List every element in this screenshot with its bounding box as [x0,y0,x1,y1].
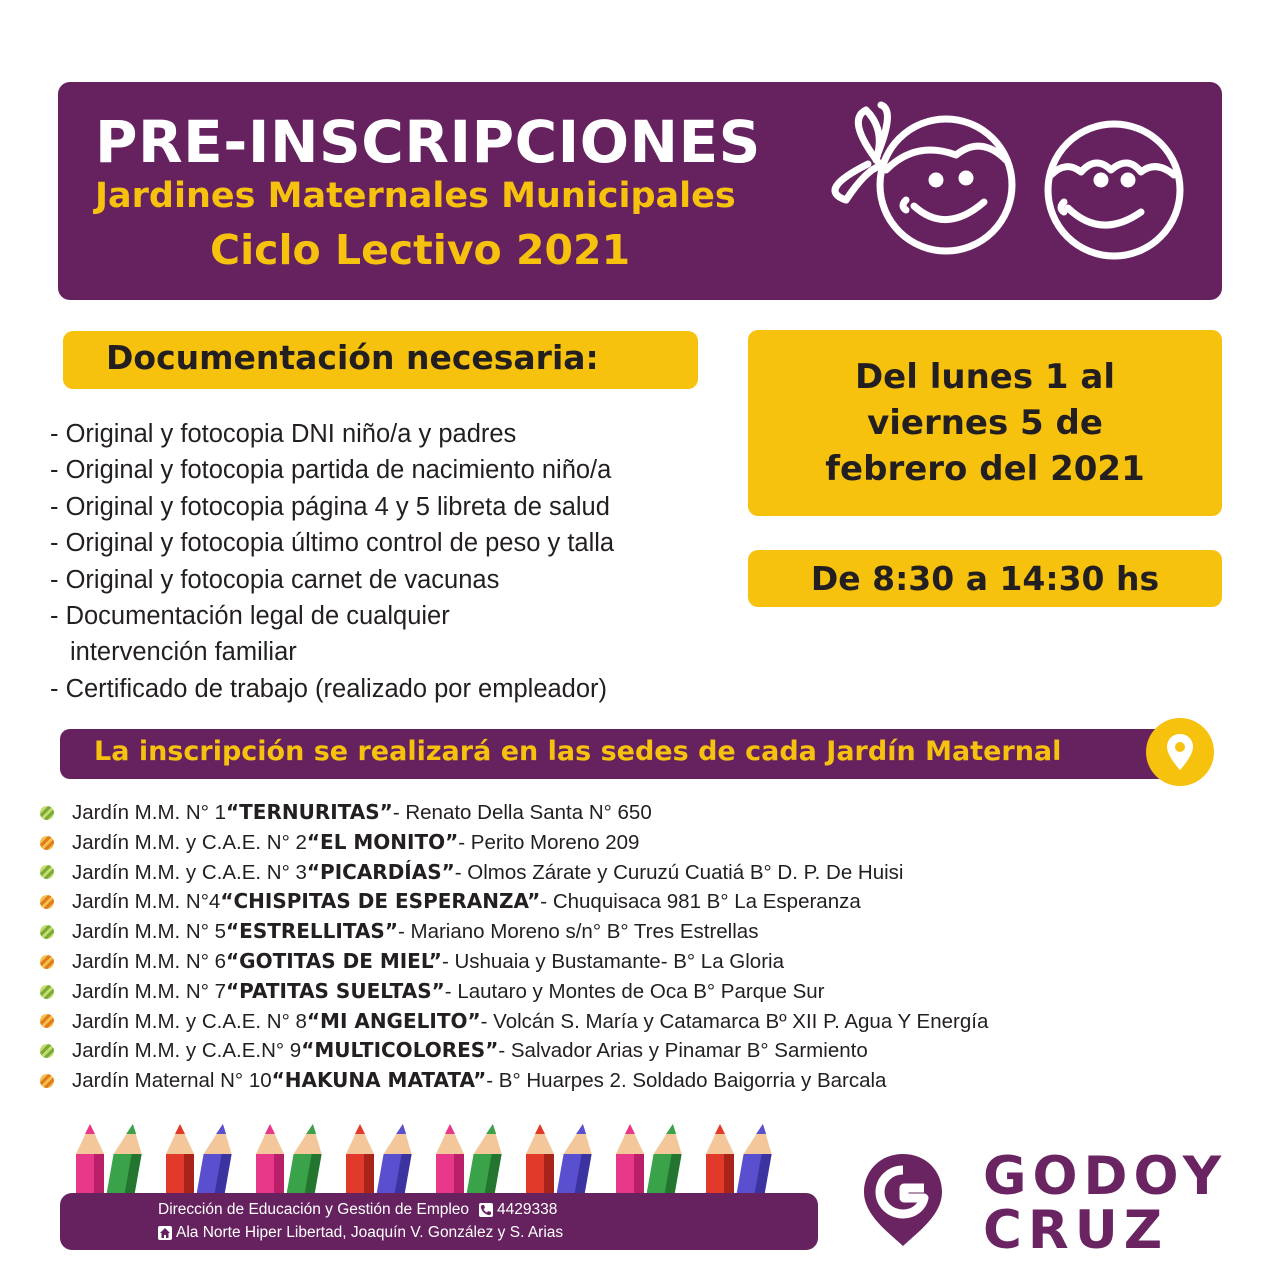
bullet-icon [40,865,54,879]
pencil [375,1124,417,1202]
list-item: - Original y fotocopia partida de nacimiento niño/a [50,456,612,485]
inscription-text: La inscripción se realizará en las sedes de cada Jardín Maternal [94,736,1062,767]
list-item [40,947,988,977]
garden-address: - Renato Della Santa N° 650 [392,801,652,824]
footer-address: Ala Norte Hiper Libertad, Joaquín V. González y S. Arias [176,1224,564,1241]
list-item [40,1066,988,1096]
list-item [40,917,988,947]
dates-line: febrero del 2021 [825,449,1145,489]
list-item: intervención familiar [70,638,297,667]
list-item: - Documentación legal de cualquier [50,602,450,631]
colored-pencils-decoration [66,1112,816,1202]
list-item [40,828,988,858]
hours-box [748,550,1222,607]
location-pin-icon [1146,718,1214,786]
garden-number: Jardín M.M. y C.A.E. N° 8 [72,1009,307,1033]
pencil [256,1124,284,1202]
logo-text: GODOY [983,1146,1228,1207]
garden-address: - Perito Moreno 209 [458,830,640,854]
bullet-icon [40,1014,54,1028]
pencil [735,1124,777,1202]
bullet-icon [40,985,54,999]
hours-text: De 8:30 a 14:30 hs [810,559,1160,598]
pencil [195,1124,237,1202]
garden-name: “CHISPITAS DE ESPERANZA” [220,889,541,914]
garden-number: Jardín Maternal N° 10 [72,1069,272,1093]
garden-name: “EL MONITO” [306,829,459,854]
garden-address: - Mariano Moreno s/n° B° Tres Estrellas [397,920,759,944]
pencil [645,1124,687,1202]
bullet-icon [40,955,54,969]
pencil [526,1124,554,1202]
list-item: - Original y fotocopia página 4 y 5 libreta de salud [50,492,610,521]
documentation-list [50,416,614,707]
pencil [555,1124,597,1202]
pencil [105,1124,147,1202]
garden-address: - Olmos Zárate y Curuzú Cuatiá B° D. P. De Huisi [454,860,904,884]
garden-number: Jardín M.M. N°4 [72,890,221,914]
garden-number: Jardín M.M. N° 1 [72,801,227,824]
footer-phone: 4429338 [497,1201,558,1218]
list-item: - Original y fotocopia carnet de vacunas [50,565,500,594]
list-item [40,1007,988,1037]
home-icon [158,1226,172,1240]
bullet-icon [40,895,54,909]
pencil [465,1124,507,1202]
list-item: - Certificado de trabajo (realizado por empleador) [50,674,608,703]
pencil [436,1124,464,1202]
godoy-cruz-logo-icon [860,1150,946,1250]
bullet-icon [40,1074,54,1088]
garden-name: “PATITAS SUELTAS” [226,978,445,1003]
list-item: - Original y fotocopia DNI niño/a y padres [50,420,517,448]
pencil [616,1124,644,1202]
school-cycle: Ciclo Lectivo 2021 [210,226,631,274]
garden-number: Jardín M.M. N° 6 [72,949,227,973]
garden-name: “HAKUNA MATATA” [271,1068,487,1093]
garden-number: Jardín M.M. N° 7 [72,979,227,1003]
garden-address: - B° Huarpes 2. Soldado Baigorria y Barcala [486,1069,887,1093]
pencil [706,1124,734,1202]
garden-name: “TERNURITAS” [226,800,393,824]
page-title: PRE-INSCRIPCIONES [95,108,761,176]
pencil [76,1124,104,1202]
footer-address-line [158,1224,563,1242]
garden-address: - Lautaro y Montes de Oca B° Parque Sur [444,979,825,1003]
footer-office-line [158,1201,557,1219]
list-item: - Original y fotocopia último control de peso y talla [50,529,615,558]
list-item [40,798,988,828]
garden-number: Jardín M.M. y C.A.E. N° 3 [72,860,307,884]
dates-text [765,354,1205,492]
garden-name: “MI ANGELITO” [306,1008,481,1033]
garden-name: “ESTRELLITAS” [226,919,398,944]
garden-address: - Chuquisaca 981 B° La Esperanza [540,890,861,914]
pencil [346,1124,374,1202]
bullet-icon [40,925,54,939]
documentation-heading: Documentación necesaria: [106,338,599,377]
dates-box [748,330,1222,516]
garden-address: - Ushuaia y Bustamante- B° La Gloria [441,949,784,973]
list-item [40,887,988,917]
garden-name: “PICARDÍAS” [306,859,455,884]
phone-icon [479,1203,493,1217]
dates-line: Del lunes 1 al [854,357,1116,397]
dates-line: viernes 5 de [867,403,1103,443]
list-item [40,858,988,888]
garden-number: Jardín M.M. N° 5 [72,920,227,944]
pencil [166,1124,194,1202]
garden-name: “GOTITAS DE MIEL” [226,948,442,973]
garden-number: Jardín M.M. y C.A.E.N° 9 [72,1039,302,1063]
garden-number: Jardín M.M. y C.A.E. N° 2 [72,830,307,854]
gardens-list [40,798,988,1096]
page-subtitle: Jardines Maternales Municipales [95,176,736,216]
garden-name: “MULTICOLORES” [301,1038,499,1063]
child-faces-icon [806,100,1196,260]
list-item [40,1036,988,1066]
footer-office: Dirección de Educación y Gestión de Empleo [158,1201,470,1218]
logo-text: CRUZ [983,1200,1169,1261]
bullet-icon [40,836,54,850]
bullet-icon [40,1044,54,1058]
garden-address: - Volcán S. María y Catamarca Bº XII P. Agua Y Energía [480,1009,989,1033]
garden-address: - Salvador Arias y Pinamar B° Sarmiento [498,1039,868,1063]
pencil [285,1124,327,1202]
list-item [40,977,988,1007]
bullet-icon [40,806,54,820]
